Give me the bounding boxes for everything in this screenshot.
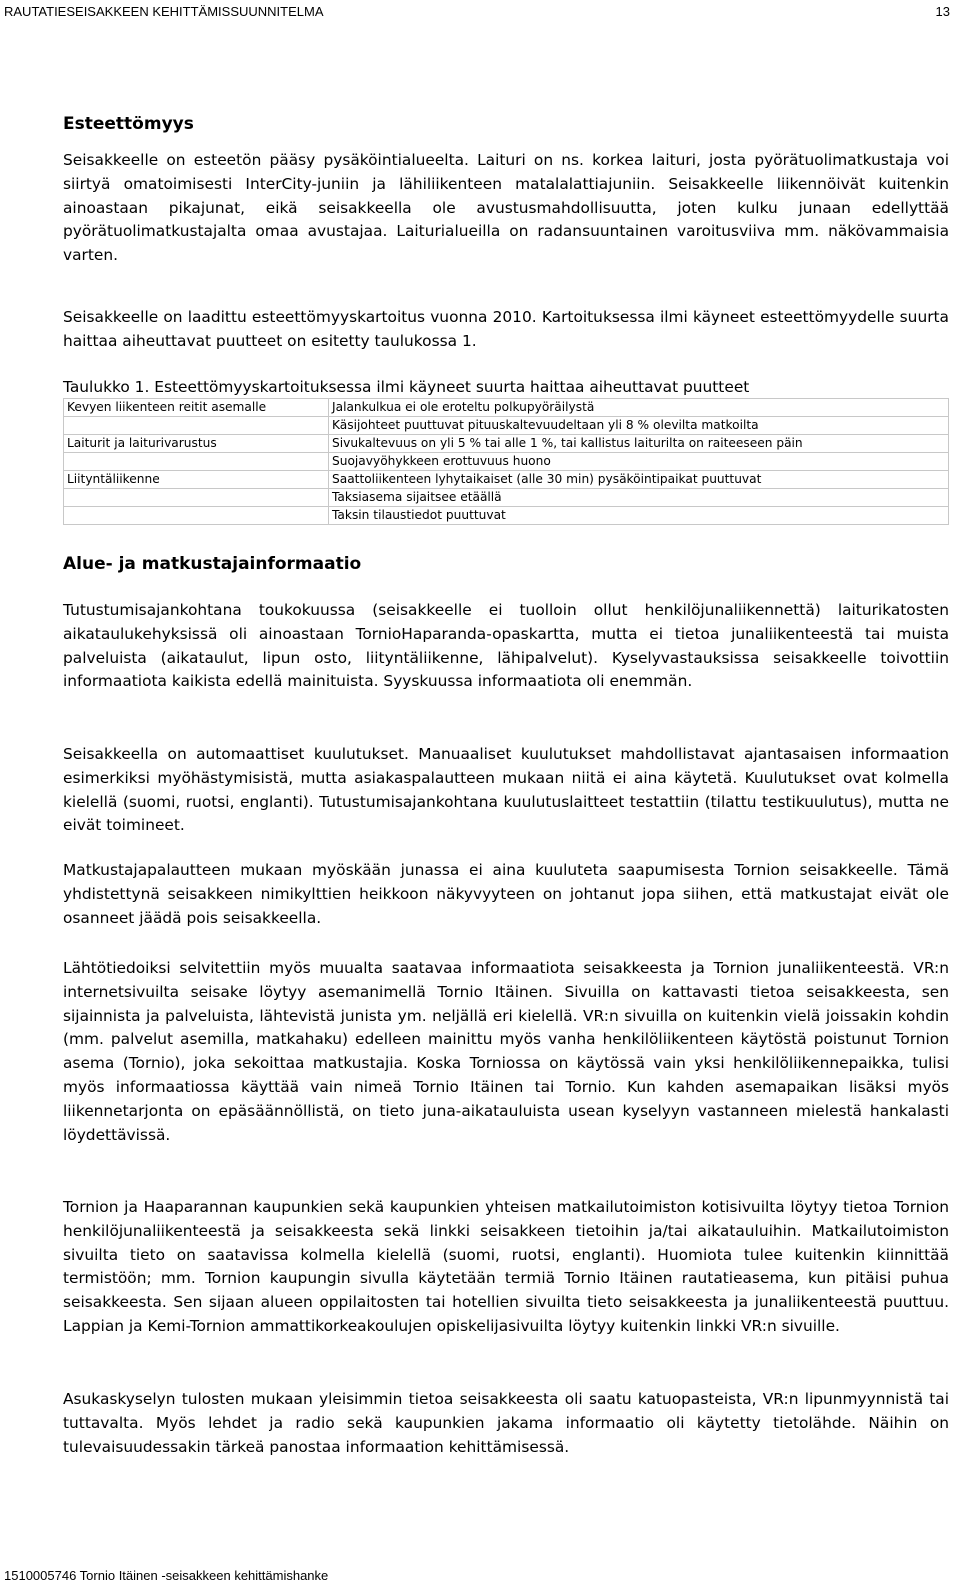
- table-row: [64, 435, 949, 453]
- information-paragraph-5: Tornion ja Haaparannan kaupunkien sekä kaupunkien yhteisen matkailutoimiston kotisivuilta löytyy tietoa Tornion henkilöjunaliikenteestä ja seisakkeesta sekä linkki seisakkeen tietoihin ja/tai aikatauluihin. Matkailutoimiston sivuilta tieto on saatavissa kolmella kielellä (suomi, ruotsi, englanti). Huomiota tulee kuitenkin kiinnittää termistöön; mm. Tornion kaupungin sivulla käytetään termiä Tornio Itäinen rautatieasema, kun pitäisi puhua seisakkeesta. Sen sijaan alueen oppilaitosten tai hotellien sivuilta tieto seisakkeesta ja junaliikenteestä puuttuu. Lappian ja Kemi-Tornion ammattikorkeakoulujen opiskelijasivuilta löytyy kuitenkin linkki VR:n sivuille.: [63, 1198, 949, 1335]
- information-paragraph-1: Tutustumisajankohtana toukokuussa (seisakkeelle ei tuolloin ollut henkilöjunaliikennettä) laiturikatosten aikataulukehyksissä oli ainoastaan TornioHaparanda-opaskartta, mutta ei tietoa junaliikenteestä tai muista palveluista (aikataulut, lipun osto, liityntäliikenne, lähipalvelut). Kyselyvastauksissa seisakkeelle toivottiin informaatiota kaikista edellä mainituista. Syyskuussa informaatiota oli enemmän.: [63, 601, 949, 691]
- information-paragraph-3: Matkustajapalautteen mukaan myöskään junassa ei aina kuuluteta saapumisesta Tornion seisakkeelle. Tämä yhdistettynä seisakkeen nimikylttien heikkoon näkyvyyteen on johtanut jopa siihen, että matkustajat eivät ole osanneet jäädä pois seisakkeella.: [63, 861, 949, 927]
- page-number: 13: [935, 4, 950, 19]
- information-paragraph-4: Lähtötiedoiksi selvitettiin myös muualta saatavaa informaatiota seisakkeesta ja Tornion junaliikenteestä. VR:n internetsivuilta seisake löytyy asemanimellä Tornio Itäinen. Sivuilla on kattavasti tietoa seisakkeesta, sen sijainnista ja palveluista, lähtevistä junista ym. neljällä eri kielellä. VR:n sivuilla on kuitenkin vielä joissakin kohdin (mm. palvelut asemilla, matkahaku) edelleen mainittu myös vanha henkilöliikenteen käytöstä poistunut Tornion asema (Tornio), joka sekoittaa matkustajia. Koska Torniossa on käytössä vain yksi henkilöliikennepaikka, tulisi myös informaatiossa käyttää vain nimeä Tornio Itäinen tai Tornio. Kun kahden asemapaikan lisäksi myös liikennetarjonta on epäsäännöllistä, on tieto juna-aikatauluista usean kyselyyn vastanneen mielestä hankalasti löydettävissä.: [63, 959, 949, 1144]
- section-heading-accessibility: Esteettömyys: [63, 114, 194, 134]
- table-cell-deficiency: Jalankulkua ei ole eroteltu polkupyöräilystä: [329, 399, 949, 417]
- table-cell-category: Kevyen liikenteen reitit asemalle: [64, 399, 329, 417]
- table-row: [64, 489, 949, 507]
- table-cell-deficiency: Suojavyöhykkeen erottuvuus huono: [329, 453, 949, 471]
- table-cell-deficiency: Taksin tilaustiedot puuttuvat: [329, 507, 949, 525]
- table-cell-deficiency: Taksiasema sijaitsee etäällä: [329, 489, 949, 507]
- table-cell-category: Liityntäliikenne: [64, 471, 329, 489]
- table-cell-deficiency: Käsijohteet puuttuvat pituuskaltevuudeltaan yli 8 % olevilta matkoilta: [329, 417, 949, 435]
- accessibility-deficiency-table: [63, 398, 949, 525]
- table-cell-deficiency: Saattoliikenteen lyhytaikaiset (alle 30 min) pysäköintipaikat puuttuvat: [329, 471, 949, 489]
- table-row: [64, 417, 949, 435]
- table-row: [64, 507, 949, 525]
- information-paragraph-2: Seisakkeella on automaattiset kuulutukset. Manuaaliset kuulutukset mahdollistavat ajantasaisen informaation esimerkiksi myöhästymisistä, mutta asiakaspalautteen mukaan niitä ei aina käytetä. Kuulutukset ovat kolmella kielellä (suomi, ruotsi, englanti). Tutustumisajankohtana kuulutuslaitteet testattiin (tilattu testikuulutus), mutta ne eivät toimineet.: [63, 745, 949, 835]
- table-caption: Taulukko 1. Esteettömyyskartoituksessa ilmi käyneet suurta haittaa aiheuttavat puutteet: [63, 378, 750, 396]
- table-cell-category: [64, 489, 329, 507]
- table-cell-category: [64, 507, 329, 525]
- table-cell-deficiency: Sivukaltevuus on yli 5 % tai alle 1 %, tai kallistus laiturilta on raiteeseen päin: [329, 435, 949, 453]
- accessibility-paragraph-2: Seisakkeelle on laadittu esteettömyyskartoitus vuonna 2010. Kartoituksessa ilmi käyneet esteettömyydelle suurta haittaa aiheuttavat puutteet on esitetty taulukossa 1.: [63, 308, 949, 350]
- table-cell-category: [64, 453, 329, 471]
- table-row: [64, 453, 949, 471]
- information-paragraph-6: Asukaskyselyn tulosten mukaan yleisimmin tietoa seisakkeesta oli saatu katuopasteista, VR:n lipunmyynnistä tai tuttavalta. Myös lehdet ja radio sekä kaupunkien jakama informaatio oli käytetty tietolähde. Näihin on tulevaisuudessakin tärkeä panostaa informaation kehittämisessä.: [63, 1390, 949, 1456]
- table-cell-category: [64, 417, 329, 435]
- section-heading-information: Alue- ja matkustajainformaatio: [63, 554, 362, 574]
- table-row: [64, 471, 949, 489]
- document-title: RAUTATIESEISAKKEEN KEHITTÄMISSUUNNITELMA: [4, 4, 324, 19]
- accessibility-paragraph-1: Seisakkeelle on esteetön pääsy pysäköintialueelta. Laituri on ns. korkea laituri, josta pyörätuolimatkustaja voi siirtyä omatoimisesti InterCity-juniin ja lähiliikenteen matalalattiajuniin. Seisakkeelle liikennöivät kuitenkin ainoastaan pikajunat, eikä seisakkeella ole avustusmahdollisuutta, joten kulku junaan edellyttää pyörätuolimatkustajalta omaa avustajaa. Laiturialueilla on radansuuntainen varoitusviiva mm. näkövammaisia varten.: [63, 151, 949, 265]
- page-footer: 1510005746 Tornio Itäinen -seisakkeen kehittämishanke: [4, 1568, 329, 1583]
- page-header: [4, 4, 950, 19]
- table-row: [64, 399, 949, 417]
- table-cell-category: Laiturit ja laiturivarustus: [64, 435, 329, 453]
